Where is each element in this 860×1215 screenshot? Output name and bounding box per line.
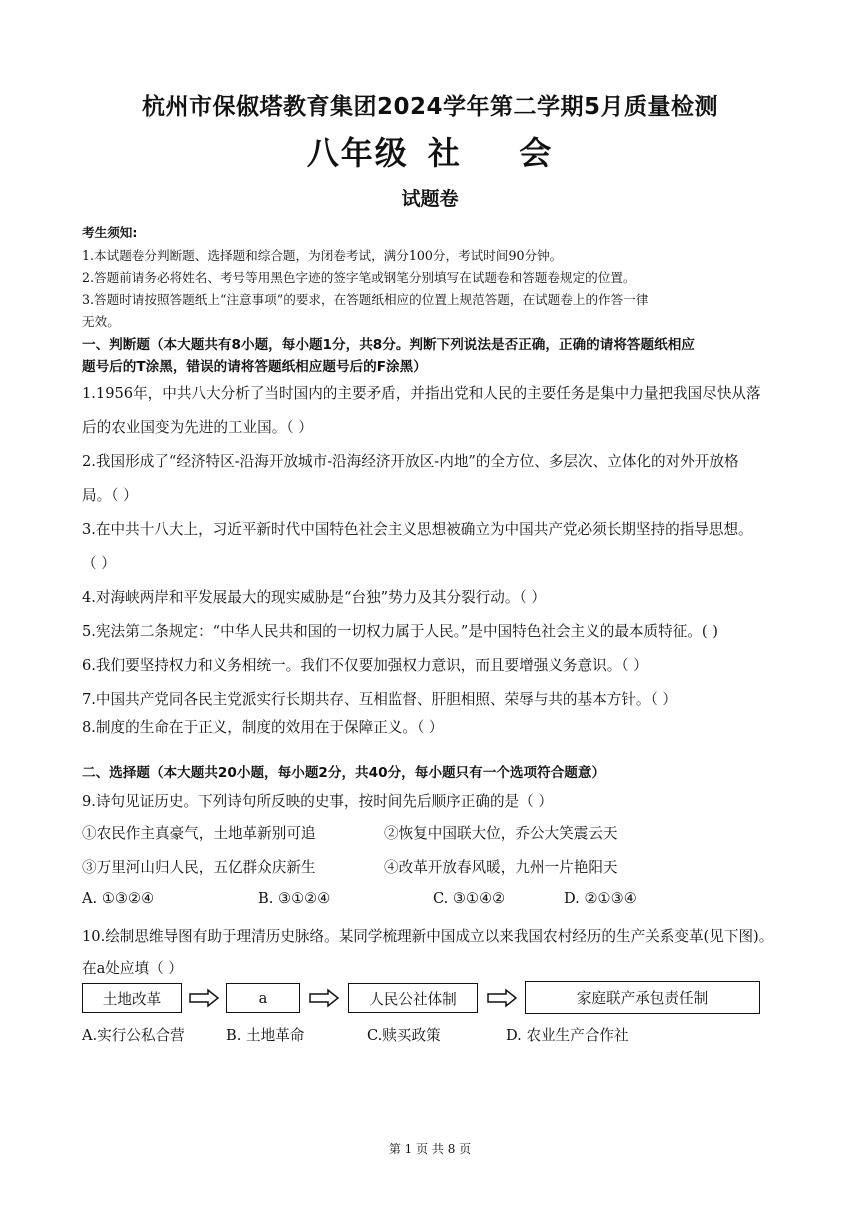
notice-item: 3.答题时请按照答题纸上“注意事项”的要求，在答题纸相应的位置上规范答题，在试题卷上的作答一律 <box>82 292 649 307</box>
page-number: 第 1 页 共 8 页 <box>388 1142 472 1156</box>
arrow-right-icon <box>188 988 220 1008</box>
q9-option-d: D. ②①③④ <box>564 890 637 907</box>
q10-option-c: C.赎买政策 <box>367 1027 441 1044</box>
question-3-cont: （ ） <box>82 555 116 572</box>
question-5: 5.宪法第二条规定：“中华人民共和国的一切权力属于人民。”是中国特色社会主义的最本质特征。( ) <box>82 623 718 640</box>
question-6: 6.我们要坚持权力和义务相统一。我们不仅要加强权力意识，而且要增强义务意识。（ ） <box>82 657 648 674</box>
section1-heading-cont: 题号后的T涂黑，错误的请将答题纸相应题号后的F涂黑） <box>82 359 427 375</box>
arrow-right-icon <box>308 988 340 1008</box>
notice-item: 2.答题前请务必将姓名、考号等用黑色字迹的签字笔或钢笔分别填写在试题卷和答题卷规定的位置。 <box>82 270 636 285</box>
question-7: 7.中国共产党同各民主党派实行长期共存、互相监督、肝胆相照、荣辱与共的基本方针。（ ） <box>82 691 678 708</box>
question-4: 4.对海峡两岸和平发展最大的现实威胁是“台独”势力及其分裂行动。（ ） <box>82 589 546 606</box>
question-3: 3.在中共十八大上，习近平新时代中国特色社会主义思想被确立为中国共产党必须长期坚持的指导思想。 <box>82 521 753 538</box>
notice-heading: 考生须知: <box>82 225 138 240</box>
exam-subject: 八年级 社 会 <box>306 134 554 172</box>
flow-step-4: 家庭联产承包责任制 <box>525 981 760 1014</box>
flow-step-2: a <box>226 983 300 1013</box>
q9-option-a: A. ①③②④ <box>82 890 155 907</box>
section1-heading: 一、判断题（本大题共有8小题，每小题1分，共8分。判断下列说法是否正确，正确的请将答题纸相应 <box>82 337 695 353</box>
question-1: 1.1956年，中共八大分析了当时国内的主要矛盾，并指出党和人民的主要任务是集中力量把我国尽快从落 <box>82 385 761 402</box>
q9-poem-4: ④改革开放春风暖，九州一片艳阳天 <box>384 859 618 876</box>
question-9: 9.诗句见证历史。下列诗句所反映的史事，按时间先后顺序正确的是（ ） <box>82 793 553 810</box>
question-2: 2.我国形成了“经济特区-沿海开放城市-沿海经济开放区-内地”的全方位、多层次、立体化的对外开放格 <box>82 453 739 470</box>
exam-paper-label: 试题卷 <box>401 188 459 210</box>
q9-poem-3: ③万里河山归人民，五亿群众庆新生 <box>82 859 316 876</box>
exam-title: 杭州市保俶塔教育集团2024学年第二学期5月质量检测 <box>141 94 719 120</box>
q10-option-a: A.实行公私合营 <box>82 1027 185 1044</box>
notice-item: 1.本试题卷分判断题、选择题和综合题，为闭卷考试，满分100分，考试时间90分钟。 <box>82 248 563 263</box>
question-8: 8.制度的生命在于正义，制度的效用在于保障正义。（ ） <box>82 719 444 736</box>
question-10: 10.绘制思维导图有助于理清历史脉络。某同学梳理新中国成立以来我国农村经历的生产关系变革(见下图)。 <box>82 928 774 945</box>
section2-heading: 二、选择题（本大题共20小题，每小题2分，共40分，每小题只有一个选项符合题意） <box>82 765 606 781</box>
q10-option-d: D. 农业生产合作社 <box>506 1027 629 1044</box>
q10-option-b: B. 土地革命 <box>226 1027 305 1044</box>
flow-step-3: 人民公社体制 <box>348 983 478 1013</box>
notice-item: 无效。 <box>82 314 120 329</box>
q9-option-c: C. ③①④② <box>433 890 506 907</box>
q9-poem-1: ①农民作主真豪气，土地革新别可追 <box>82 825 316 842</box>
question-1-cont: 后的农业国变为先进的工业国。（ ） <box>82 419 313 436</box>
q9-option-b: B. ③①②④ <box>258 890 331 907</box>
arrow-right-icon <box>486 988 518 1008</box>
question-2-cont: 局。（ ） <box>82 487 138 504</box>
q9-poem-2: ②恢复中国联大位，乔公大笑震云天 <box>384 825 618 842</box>
flow-step-1: 土地改革 <box>82 983 182 1013</box>
question-10-cont: 在a处应填（ ） <box>82 960 183 977</box>
